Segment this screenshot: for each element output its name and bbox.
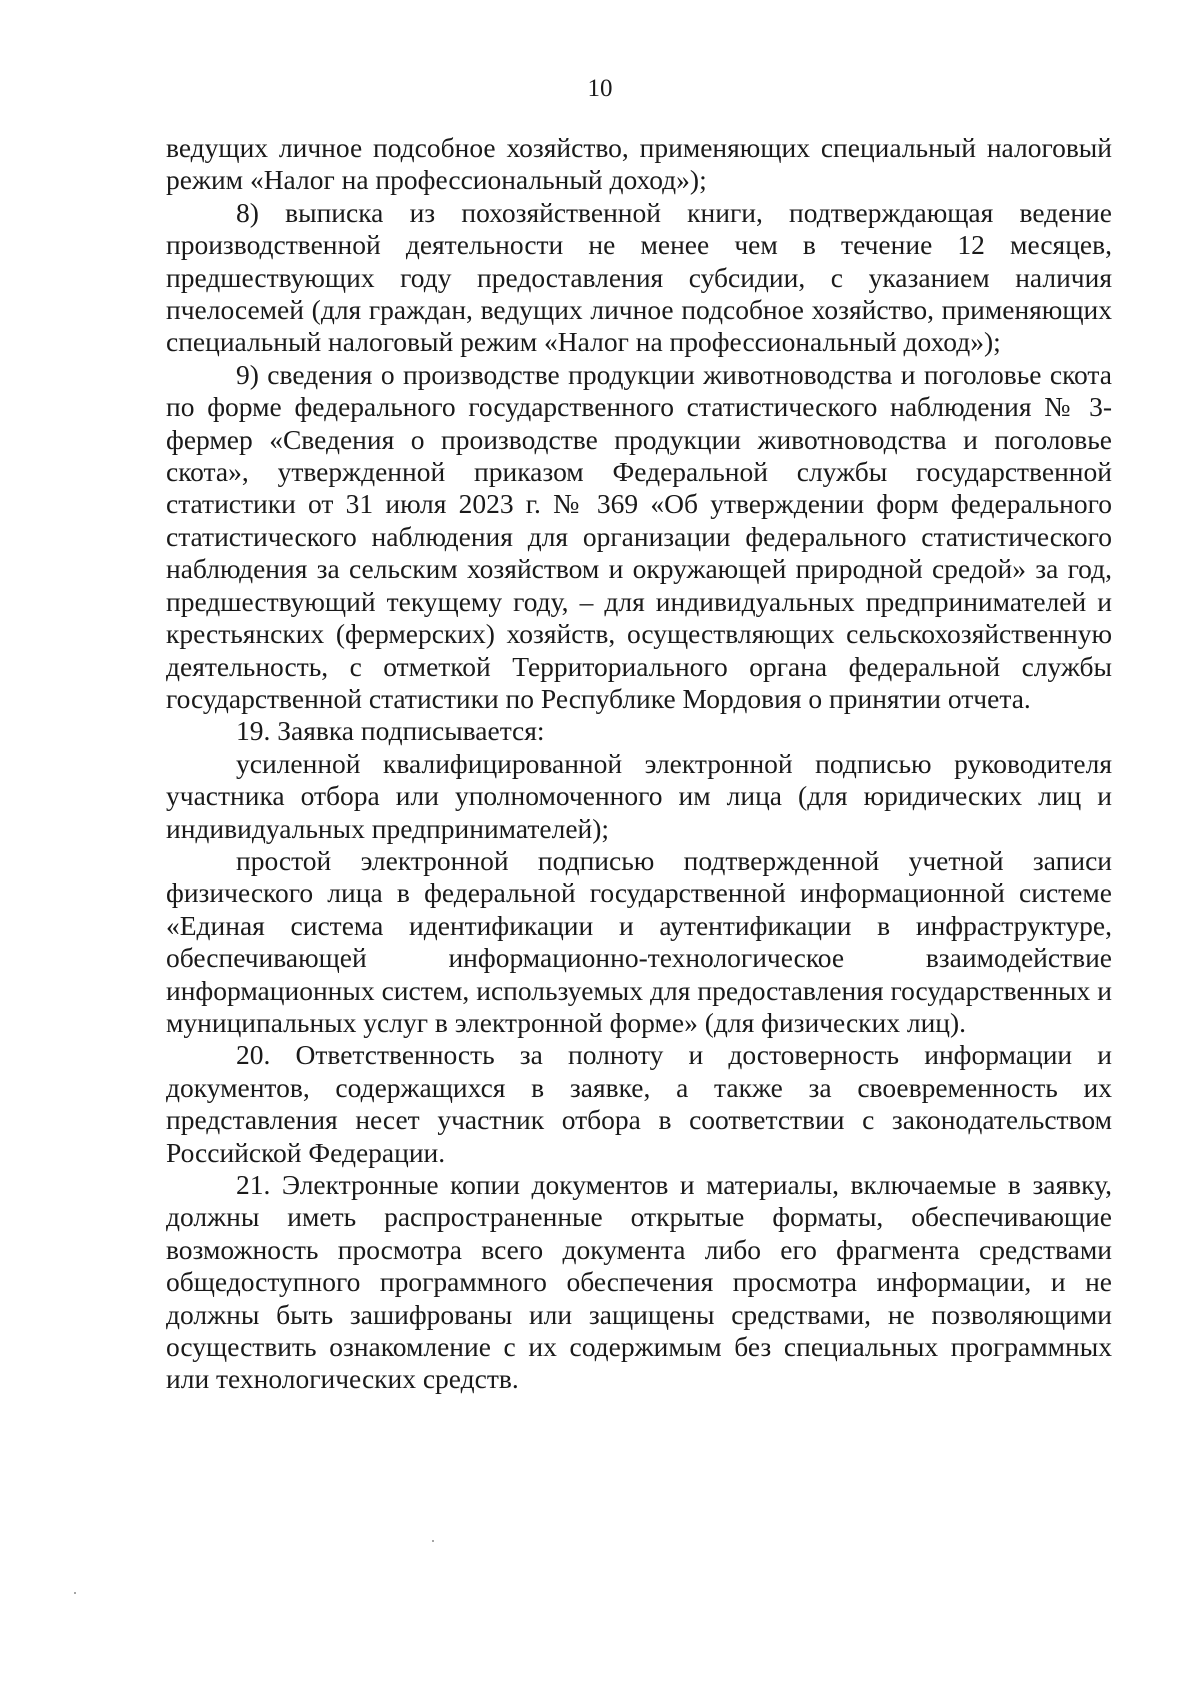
paragraph-section-20: 20. Ответственность за полноту и достоверность информации и документов, содержащихся в заявке, а также за своевременность их представления несет участник отбора в соответствии с законодательством Российской Федерации. — [166, 1039, 1112, 1168]
paragraph-section-21: 21. Электронные копии документов и материалы, включаемые в заявку, должны иметь распространенные открытые форматы, обеспечивающие возможность просмотра всего документа либо его фрагмента средствами общедоступного программного обеспечения просмотра информации, и не должны быть зашифрованы или защищены средствами, не позволяющими осуществить ознакомление с их содержимым без специальных программных или технологических средств. — [166, 1169, 1112, 1395]
scan-speck — [74, 1592, 76, 1594]
page-number: 10 — [587, 75, 613, 102]
document-body — [166, 132, 1112, 1396]
scan-speck — [432, 1540, 434, 1542]
paragraph-continuation: ведущих личное подсобное хозяйство, применяющих специальный налоговый режим «Налог на профессиональный доход»); — [166, 132, 1112, 196]
paragraph-item-8: 8) выписка из похозяйственной книги, подтверждающая ведение производственной деятельности не менее чем в течение 12 месяцев, предшествующих году предоставления субсидии, с указанием наличия пчелосемей (для граждан, ведущих личное подсобное хозяйство, применяющих специальный налоговый режим «Налог на профессиональный доход»); — [166, 196, 1112, 358]
paragraph-signature-individual: простой электронной подписью подтвержденной учетной записи физического лица в федеральной государственной информационной системе «Единая система идентификации и аутентификации в инфраструктуре, обеспечивающей информационно-технологическое взаимодействие информационных систем, используемых для предоставления государственных и муниципальных услуг в электронной форме» (для физических лиц). — [166, 844, 1112, 1038]
paragraph-section-19: 19. Заявка подписывается: — [236, 715, 545, 747]
paragraph-signature-legal: усиленной квалифицированной электронной подписью руководителя участника отбора или уполномоченного им лица (для юридических лиц и индивидуальных предпринимателей); — [166, 747, 1112, 844]
paragraph-item-9: 9) сведения о производстве продукции животноводства и поголовье скота по форме федерального государственного статистического наблюдения № 3-фермер «Сведения о производстве продукции животноводства и поголовье скота», утвержденной приказом Федеральной службы государственной статистики от 31 июля 2023 г. № 369 «Об утверждении форм федерального статистического наблюдения для организации федерального статистического наблюдения за сельским хозяйством и окружающей природной средой» за год, предшествующий текущему году, – для индивидуальных предпринимателей и крестьянских (фермерских) хозяйств, осуществляющих сельскохозяйственную деятельность, с отметкой Территориального органа федеральной службы государственной статистики по Республике Мордовия о принятии отчета. — [166, 358, 1112, 714]
